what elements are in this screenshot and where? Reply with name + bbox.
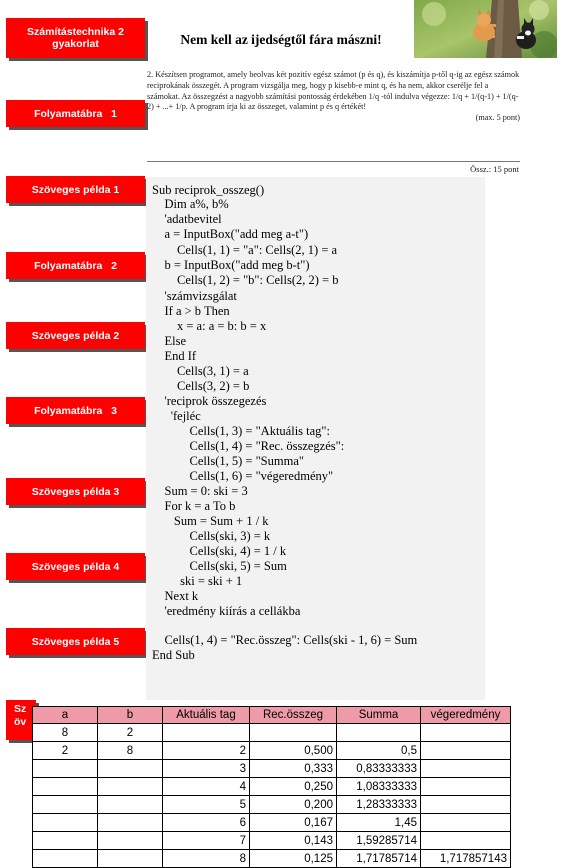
code-line: 'reciprok összegezés xyxy=(152,394,267,408)
table-cell[interactable]: 6 xyxy=(163,814,250,832)
code-line: a = InputBox("add meg a-t") xyxy=(152,227,309,241)
table-cell[interactable]: 1,28333333 xyxy=(337,796,421,814)
code-line: Cells(1, 5) = "Summa" xyxy=(152,454,304,468)
code-line: Next k xyxy=(152,589,199,603)
table-cell[interactable]: 8 xyxy=(98,742,163,760)
nav-label: Számítástechnika 2 gyakorlat xyxy=(27,26,124,50)
code-line: For k = a To b xyxy=(152,499,236,513)
table-row xyxy=(33,850,511,868)
table-cell[interactable] xyxy=(33,832,98,850)
table-row xyxy=(33,796,511,814)
table-cell[interactable]: 4 xyxy=(163,778,250,796)
table-cell[interactable] xyxy=(421,832,511,850)
code-line: b = InputBox("add meg b-t") xyxy=(152,258,310,272)
table-cell[interactable]: 0,250 xyxy=(250,778,337,796)
column-header: végeredmény xyxy=(421,707,511,724)
code-line: Cells(1, 2) = "b": Cells(2, 2) = b xyxy=(152,273,339,287)
table-cell[interactable] xyxy=(421,760,511,778)
nav-button-flowchart-3[interactable] xyxy=(6,397,145,424)
table-cell[interactable]: 1,717857143 xyxy=(421,850,511,868)
table-cell[interactable]: 1,45 xyxy=(337,814,421,832)
table-cell[interactable]: 0,5 xyxy=(337,742,421,760)
table-cell[interactable]: 2 xyxy=(98,724,163,742)
nav-label: Folyamatábra 2 xyxy=(34,259,117,272)
code-line: Cells(1, 6) = "végeredmény" xyxy=(152,469,334,483)
code-line: End If xyxy=(152,349,197,363)
nav-label: Sz öv xyxy=(14,703,27,728)
code-line: Cells(1, 3) = "Aktuális tag": xyxy=(152,424,331,438)
table-row xyxy=(33,742,511,760)
code-line: Cells(1, 4) = "Rec.összeg": Cells(ski - 1, 6) = Sum xyxy=(152,633,418,647)
table-cell[interactable]: 2 xyxy=(163,742,250,760)
code-line: Sub reciprok_osszeg() xyxy=(152,183,265,197)
nav-button-text-example-2[interactable] xyxy=(6,322,145,349)
table-cell[interactable]: 0,500 xyxy=(250,742,337,760)
nav-button-text-example-1[interactable] xyxy=(6,176,145,203)
nav-button-text-example-4[interactable] xyxy=(6,553,145,580)
nav-label: Szöveges példa 5 xyxy=(31,635,120,648)
code-listing xyxy=(146,177,485,700)
table-cell[interactable]: 0,83333333 xyxy=(337,760,421,778)
table-cell[interactable]: 0,333 xyxy=(250,760,337,778)
table-cell[interactable]: 3 xyxy=(163,760,250,778)
code-line: Cells(ski, 3) = k xyxy=(152,529,271,543)
code-line: Cells(1, 4) = "Rec. összegzés": xyxy=(152,439,345,453)
table-cell[interactable] xyxy=(98,832,163,850)
nav-button-flowchart-1[interactable] xyxy=(6,100,145,127)
table-row xyxy=(33,760,511,778)
code-line: Cells(3, 2) = b xyxy=(152,379,250,393)
table-cell[interactable] xyxy=(98,778,163,796)
table-cell[interactable] xyxy=(98,760,163,778)
code-line: 'fejléc xyxy=(152,409,201,423)
nav-label: Folyamatábra 3 xyxy=(34,404,117,417)
table-cell[interactable]: 8 xyxy=(163,850,250,868)
result-table xyxy=(32,706,511,868)
nav-label: Szöveges példa 1 xyxy=(31,183,120,196)
table-cell[interactable]: 0,143 xyxy=(250,832,337,850)
nav-label: Folyamatábra 1 xyxy=(34,107,117,120)
code-line: 'adatbevitel xyxy=(152,212,222,226)
table-cell[interactable]: 0,125 xyxy=(250,850,337,868)
page-title: Nem kell az ijedségtől fára mászni! xyxy=(180,32,382,47)
table-cell[interactable]: 1,08333333 xyxy=(337,778,421,796)
code-line: Cells(ski, 5) = Sum xyxy=(152,559,287,573)
table-cell[interactable] xyxy=(421,742,511,760)
code-line: Sum = Sum + 1 / k xyxy=(152,514,269,528)
table-cell[interactable] xyxy=(33,778,98,796)
nav-button-flowchart-2[interactable] xyxy=(6,252,145,279)
code-line: If a > b Then xyxy=(152,304,230,318)
table-cell[interactable]: 7 xyxy=(163,832,250,850)
nav-button-course[interactable] xyxy=(6,18,145,58)
table-cell[interactable] xyxy=(163,724,250,742)
nav-button-text-example-5[interactable] xyxy=(6,628,145,655)
table-cell[interactable] xyxy=(421,778,511,796)
code-line: 'számvizsgálat xyxy=(152,289,237,303)
table-cell[interactable] xyxy=(337,724,421,742)
nav-label: Szöveges példa 3 xyxy=(31,485,120,498)
table-cell[interactable]: 1,59285714 xyxy=(337,832,421,850)
code-line: Cells(ski, 4) = 1 / k xyxy=(152,544,287,558)
table-cell[interactable] xyxy=(421,796,511,814)
code-line: Cells(3, 1) = a xyxy=(152,364,249,378)
table-cell[interactable]: 2 xyxy=(33,742,98,760)
code-line: Else xyxy=(152,334,187,348)
nav-label: Szöveges példa 4 xyxy=(31,560,120,573)
column-header: a xyxy=(33,707,98,724)
divider xyxy=(147,161,520,162)
code-line: x = a: a = b: b = x xyxy=(152,319,267,333)
table-cell[interactable] xyxy=(98,850,163,868)
table-cell[interactable] xyxy=(421,724,511,742)
task-description xyxy=(147,70,520,124)
table-cell[interactable]: 0,200 xyxy=(250,796,337,814)
nav-button-text-example-3[interactable] xyxy=(6,478,145,505)
column-header: b xyxy=(98,707,163,724)
code-line: 'eredmény kiírás a cellákba xyxy=(152,604,301,618)
table-cell[interactable]: 1,71785714 xyxy=(337,850,421,868)
column-header: Aktuális tag xyxy=(163,707,250,724)
code-line: ski = ski + 1 xyxy=(152,574,243,588)
task-text: 2. Készítsen programot, amely beolvas két pozitív egész számot (p és q), és kiszámítja p-től q-ig az egész számok reciprokának összegét. A program vizsgálja meg, hogy p kisebb-e mint q, és ha nem, akkor cserélje fel a számokat. Az összegzést a nagyobb számítási pontosság érdekében 1/q -tól indulva végezze: 1/q + 1/(q-1) + 1/(q-2) + ...+ 1/p. A program írja ki az összeget, valamint p és q értékét! xyxy=(147,70,520,112)
table-row xyxy=(33,814,511,832)
table-cell[interactable] xyxy=(98,814,163,832)
code-line: End Sub xyxy=(152,648,195,662)
table-cell[interactable] xyxy=(33,760,98,778)
table-row xyxy=(33,724,511,742)
task-points: (max. 5 pont) xyxy=(475,113,520,123)
table-row xyxy=(33,778,511,796)
kittens-tree-photo xyxy=(414,0,557,58)
table-cell[interactable]: 5 xyxy=(163,796,250,814)
table-cell[interactable] xyxy=(98,796,163,814)
code-line: Cells(1, 1) = "a": Cells(2, 1) = a xyxy=(152,243,338,257)
table-cell[interactable] xyxy=(33,814,98,832)
nav-label: Szöveges példa 2 xyxy=(31,329,120,342)
column-header: Rec.összeg xyxy=(250,707,337,724)
table-header-row xyxy=(33,707,511,724)
table-cell[interactable]: 8 xyxy=(33,724,98,742)
table-cell[interactable] xyxy=(33,850,98,868)
table-cell[interactable]: 0,167 xyxy=(250,814,337,832)
table-cell[interactable] xyxy=(33,796,98,814)
table-cell[interactable] xyxy=(250,724,337,742)
code-line: Sum = 0: ski = 3 xyxy=(152,484,248,498)
code-line: Dim a%, b% xyxy=(152,197,229,211)
table-cell[interactable] xyxy=(421,814,511,832)
table-row xyxy=(33,832,511,850)
total-points: Össz.: 15 pont xyxy=(470,164,519,174)
column-header: Summa xyxy=(337,707,421,724)
